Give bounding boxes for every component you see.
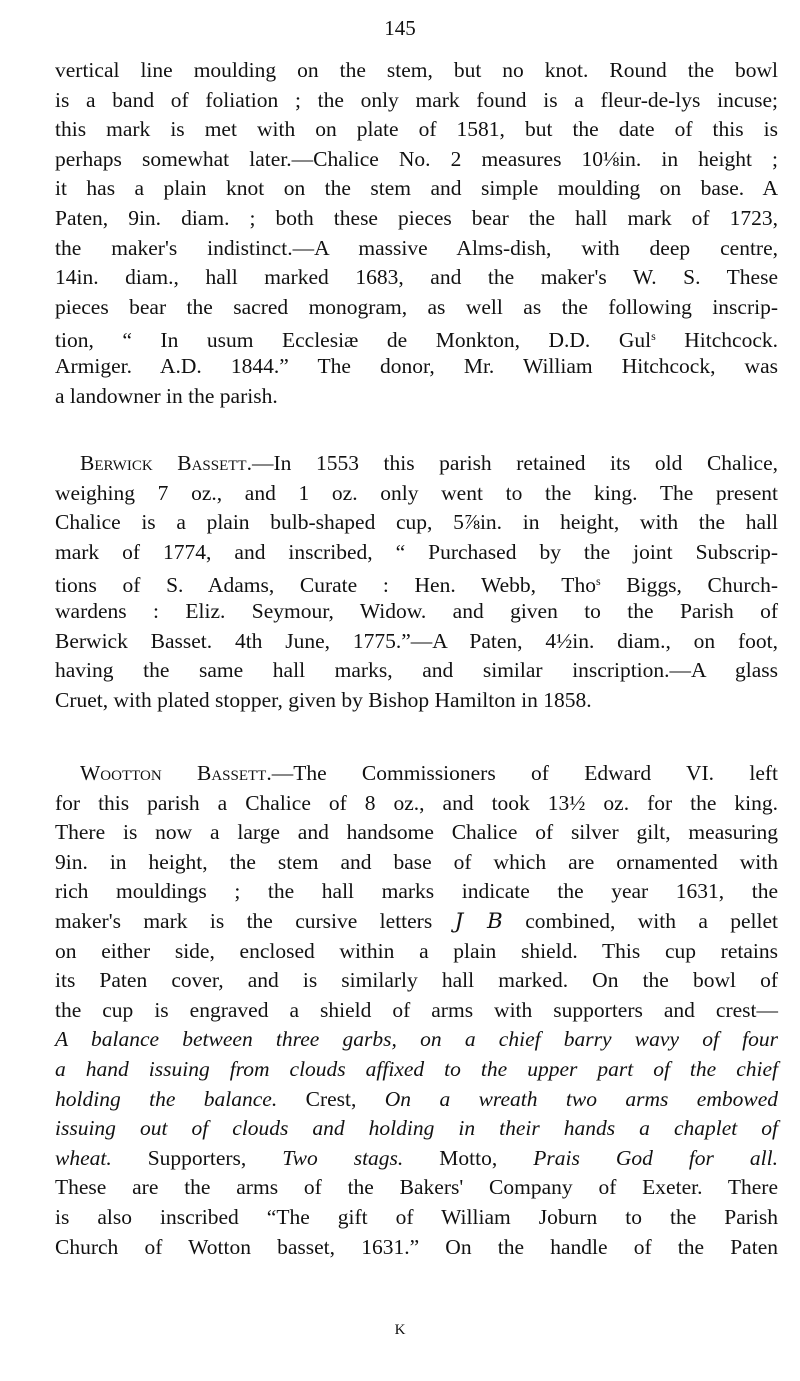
text-segment: tion, “ In usum Ecclesiæ de Monkton, D.D. Gul <box>55 328 652 353</box>
text-segment: rich mouldings ; the hall marks indicate the year 1631, the <box>55 879 778 904</box>
paragraph-wootton-bassett <box>55 759 778 1262</box>
text-line <box>55 627 778 657</box>
text-line <box>55 567 778 597</box>
signature-mark: K <box>394 1322 406 1338</box>
text-segment: Supporters, <box>111 1145 283 1170</box>
text-line <box>55 322 778 352</box>
text-segment: perhaps somewhat later.—Chalice No. 2 measures 10⅛in. in height ; <box>55 146 778 171</box>
text-segment: for this parish a Chalice of 8 oz., and took 13½ oz. for the king. <box>55 790 778 815</box>
text-segment: There is now a large and handsome Chalice of silver gilt, measuring <box>55 820 778 845</box>
text-line <box>55 508 778 538</box>
text-segment: mark of 1774, and inscribed, “ Purchased by the joint Subscrip- <box>55 539 778 564</box>
paragraph-monkton <box>55 56 778 411</box>
text-segment: A balance between three garbs, on a chief barry wavy of four <box>55 1027 778 1052</box>
text-line <box>55 449 778 479</box>
text-segment: vertical line moulding on the stem, but no knot. Round the bowl <box>55 58 778 82</box>
text-segment: 14in. diam., hall marked 1683, and the maker's W. S. These <box>55 265 778 290</box>
text-segment: on either side, enclosed within a plain shield. This cup retains <box>55 938 778 963</box>
text-line <box>55 1114 778 1144</box>
text-line <box>55 1085 778 1115</box>
text-segment: a hand issuing from clouds affixed to the upper part of the chief <box>55 1056 778 1081</box>
text-line <box>55 966 778 996</box>
section-heading: Berwick Bassett. <box>80 451 252 475</box>
text-segment: pieces bear the sacred monogram, as well as the following inscrip- <box>55 294 778 319</box>
text-line <box>55 263 778 293</box>
text-segment: Two stags. <box>282 1145 404 1170</box>
text-line <box>55 174 778 204</box>
text-line <box>55 848 778 878</box>
text-line <box>55 538 778 568</box>
text-segment: this mark is met with on plate of 1581, but the date of this is <box>55 117 778 142</box>
text-segment: Crest, <box>277 1086 385 1111</box>
text-segment: 9in. in height, the stem and base of which are ornamented with <box>55 849 778 874</box>
text-segment: J B <box>454 908 503 934</box>
text-line <box>55 204 778 234</box>
text-line <box>55 56 778 86</box>
text-line <box>55 1025 778 1055</box>
text-segment: wardens : Eliz. Seymour, Widow. and given to the Parish of <box>55 598 778 623</box>
text-line <box>55 877 778 907</box>
text-line <box>55 86 778 116</box>
text-segment: Paten, 9in. diam. ; both these pieces bear the hall mark of 1723, <box>55 205 778 230</box>
page-number: 145 <box>384 16 416 40</box>
text-line <box>55 1144 778 1174</box>
text-line <box>55 479 778 509</box>
text-segment: Prais God for all. <box>533 1145 778 1170</box>
text-line <box>55 115 778 145</box>
text-line <box>55 759 778 789</box>
text-segment: On a wreath two arms embowed <box>384 1086 778 1111</box>
text-line <box>55 382 778 412</box>
text-segment: holding the balance. <box>55 1086 278 1111</box>
text-segment: combined, with a pellet <box>502 908 778 933</box>
text-line <box>55 352 778 382</box>
text-segment: Chalice is a plain bulb-shaped cup, 5⅞in. in height, with the hall <box>55 510 778 535</box>
text-line <box>55 818 778 848</box>
text-segment: maker's mark is the cursive letters <box>55 908 455 933</box>
text-segment: a landowner in the parish. <box>55 383 278 408</box>
text-segment: Hitchcock. <box>655 328 779 353</box>
text-line <box>55 234 778 264</box>
text-line <box>55 1233 778 1263</box>
text-line <box>55 1203 778 1233</box>
text-segment: wheat. <box>55 1145 112 1170</box>
text-segment: issuing out of clouds and holding in their hands a chaplet of <box>55 1116 778 1141</box>
text-segment: it has a plain knot on the stem and simple moulding on base. A <box>55 176 778 201</box>
text-segment: having the same hall marks, and similar inscription.—A glass <box>55 658 778 683</box>
text-line <box>55 1055 778 1085</box>
text-segment: the cup is engraved a shield of arms with supporters and crest— <box>55 997 778 1022</box>
text-segment: Biggs, Church- <box>600 573 778 598</box>
text-line <box>55 686 778 716</box>
text-segment: Cruet, with plated stopper, given by Bishop Hamilton in 1858. <box>55 687 592 712</box>
paragraph-berwick-bassett <box>55 449 778 715</box>
text-segment: tions of S. Adams, Curate : Hen. Webb, Tho <box>55 573 596 598</box>
text-line <box>55 293 778 323</box>
text-segment: its Paten cover, and is similarly hall marked. On the bowl of <box>55 968 778 993</box>
text-segment: the maker's indistinct.—A massive Alms-dish, with deep centre, <box>55 235 778 260</box>
text-segment: Armiger. A.D. 1844.” The donor, Mr. William Hitchcock, was <box>55 353 778 378</box>
text-line <box>55 145 778 175</box>
section-heading: Wootton Bassett. <box>80 761 272 785</box>
text-line <box>55 996 778 1026</box>
text-segment: s <box>595 574 601 589</box>
text-segment: Berwick Basset. 4th June, 1775.”—A Paten, 4½in. diam., on foot, <box>55 628 778 653</box>
text-segment: These are the arms of the Bakers' Company of Exeter. There <box>55 1175 778 1200</box>
text-segment: s <box>651 329 656 344</box>
text-segment: weighing 7 oz., and 1 oz. only went to the king. The present <box>55 480 778 505</box>
text-line <box>55 937 778 967</box>
text-line <box>55 597 778 627</box>
text-line <box>55 656 778 686</box>
text-line <box>55 789 778 819</box>
text-segment: —In 1553 this parish retained its old Chalice, <box>251 451 779 475</box>
text-segment: Motto, <box>403 1145 534 1170</box>
text-line <box>55 907 778 937</box>
text-segment: is a band of foliation ; the only mark found is a fleur-de-lys incuse; <box>55 87 778 112</box>
text-segment: is also inscribed “The gift of William Joburn to the Parish <box>55 1204 778 1229</box>
text-line <box>55 1173 778 1203</box>
text-segment: —The Commissioners of Edward VI. left <box>271 761 778 785</box>
text-segment: Church of Wotton basset, 1631.” On the handle of the Paten <box>55 1234 778 1259</box>
